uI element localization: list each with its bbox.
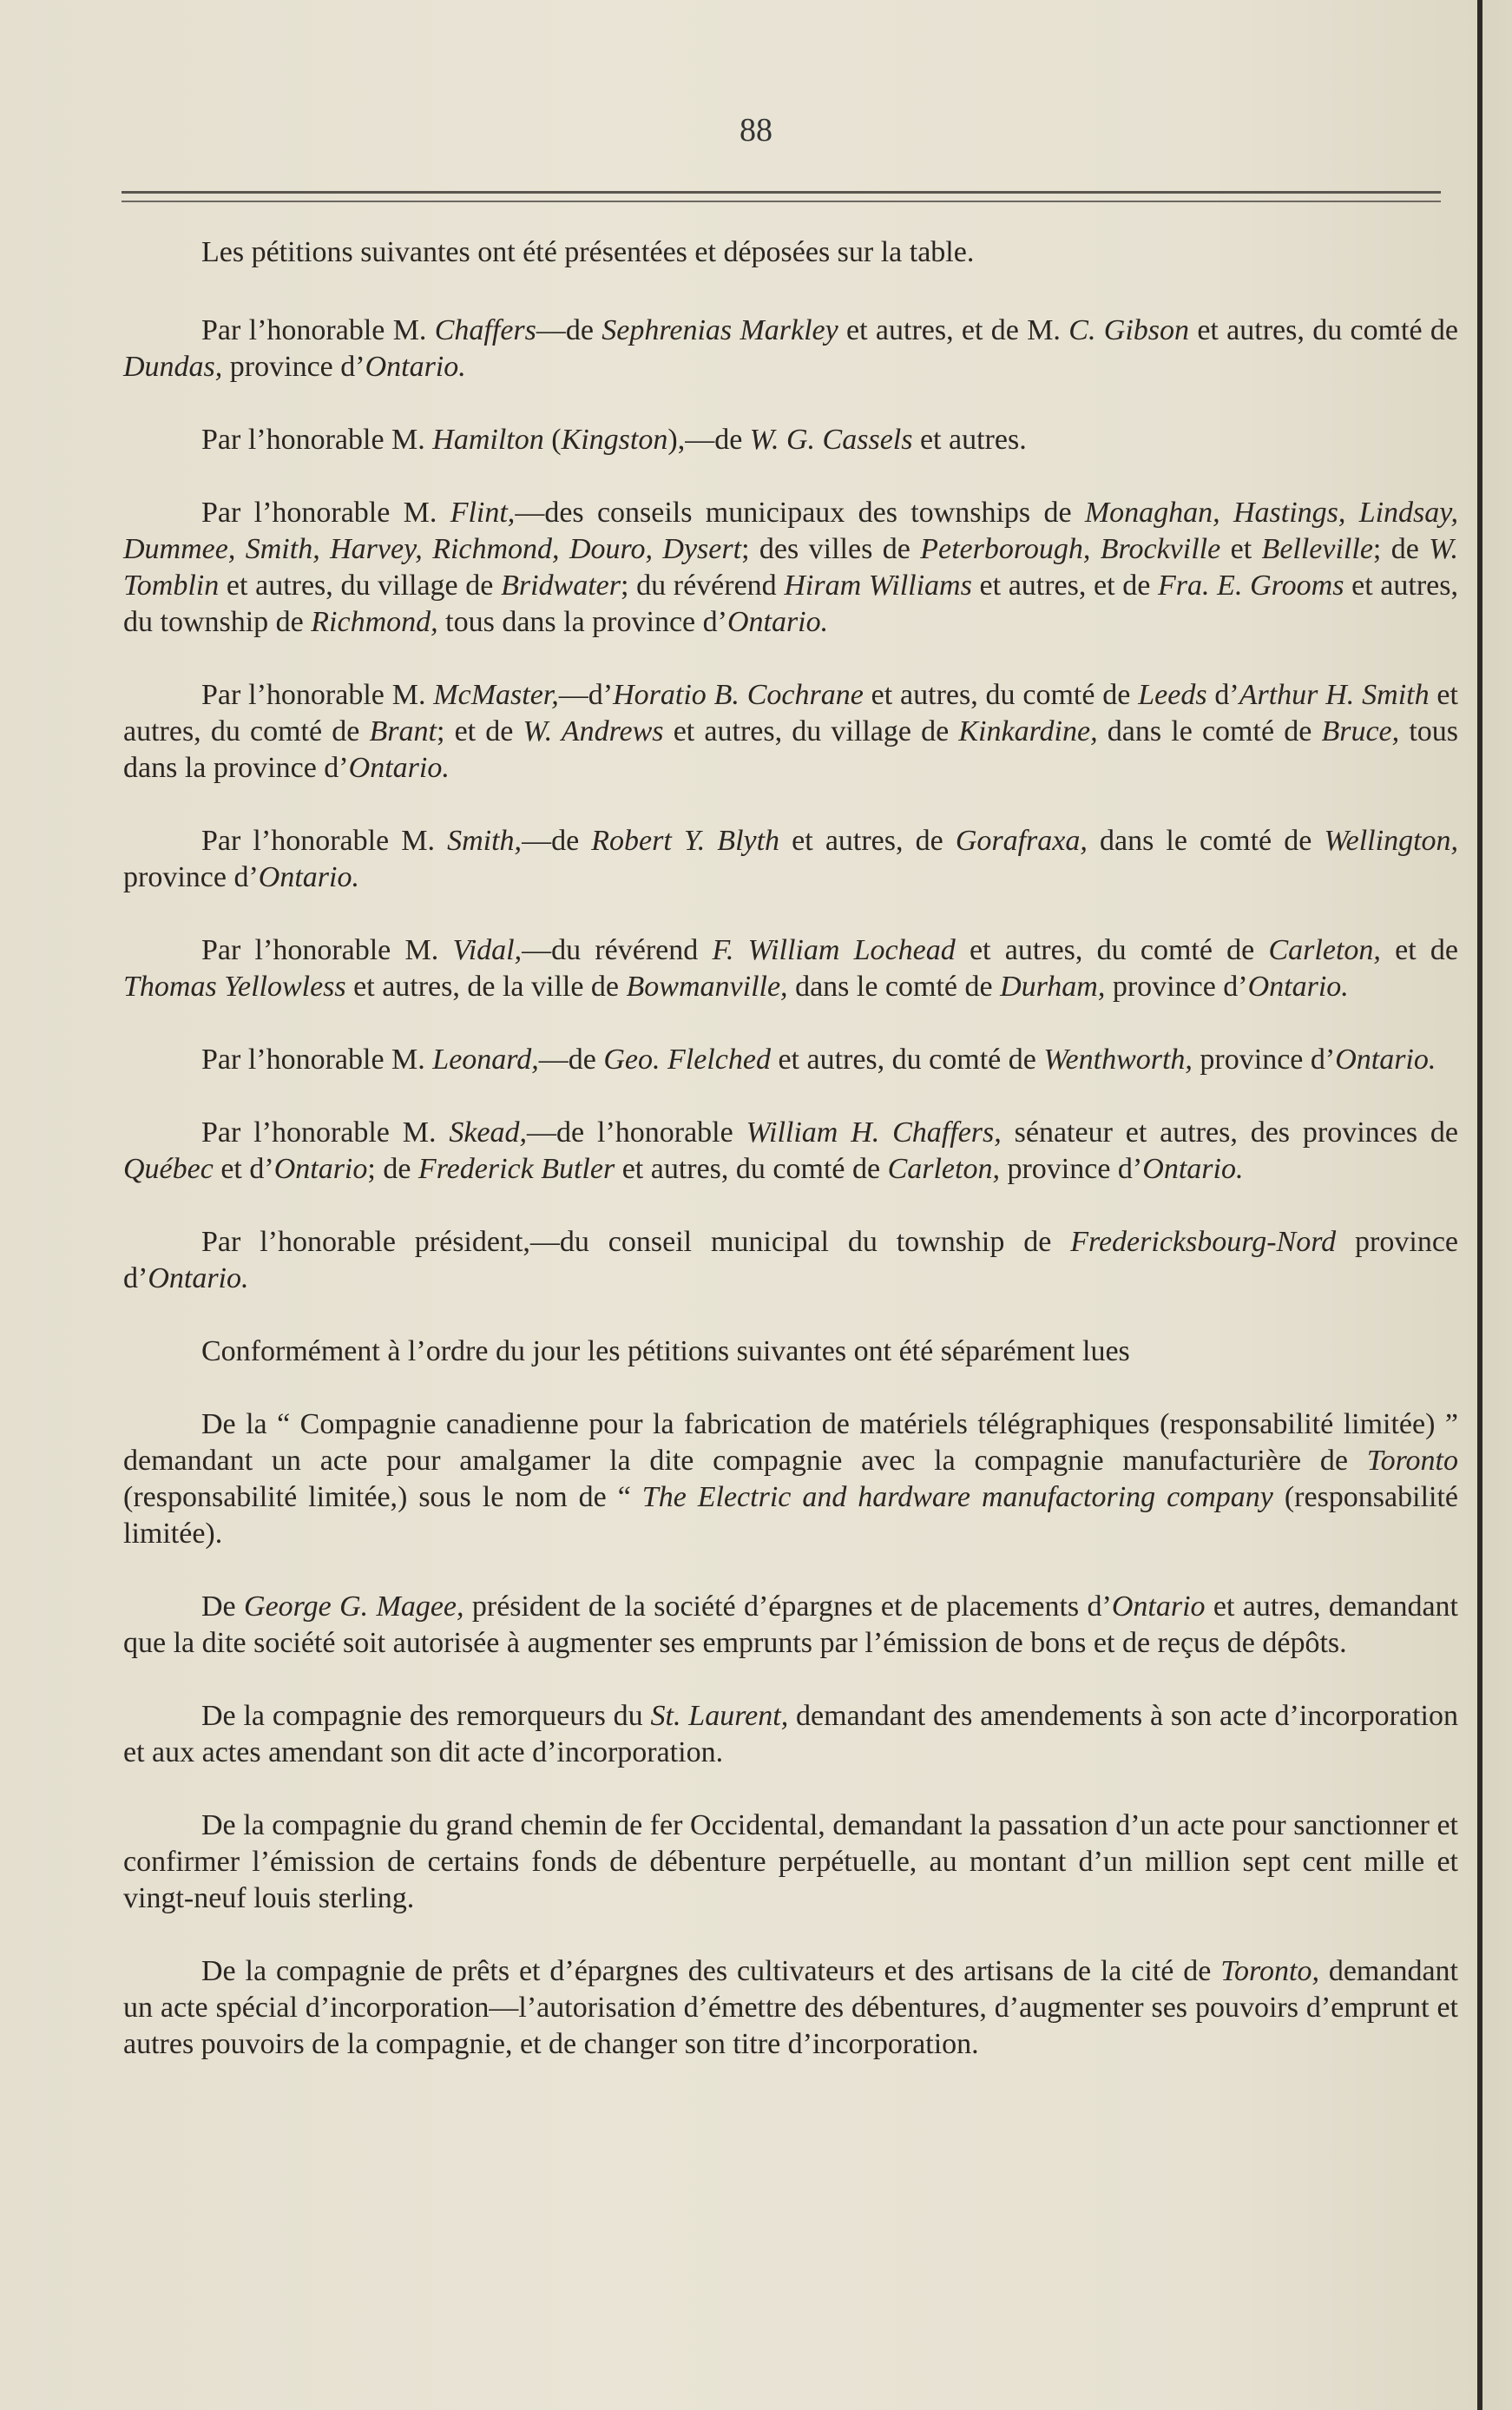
paragraph [123,1589,1458,1662]
italic-text: Sephrenias Markley [602,314,838,346]
text-run: Par l’honorable M. [201,497,450,529]
text-run: —d’ [558,679,614,711]
text-run: ; du révérend [620,570,785,602]
text-run: et autres, demandant que la dite société soit autorisée à augmenter ses emprunts par l’émission de bons et de reçus de dépôts. [123,1590,1458,1659]
italic-text: Flint, [450,497,516,529]
paragraph [123,234,1458,271]
text-run: et autres, du comté de [770,1044,1044,1076]
text-run: province d’ [222,351,365,383]
document-body [123,234,1458,2099]
italic-text: Monaghan, Hastings, Lindsay, Dummee, Smith, Harvey, Richmond, Douro, Dysert [123,497,1459,565]
paragraph [123,677,1458,787]
italic-text: Québec [123,1153,214,1185]
italic-text: Ontario. [258,861,359,893]
italic-text: Peterborough, Brockville [920,533,1221,565]
italic-text: Robert Y. Blyth [591,825,780,857]
italic-text: W. Andrews [523,715,664,747]
header-rule-top [122,191,1441,194]
italic-text: Carleton, [1268,934,1381,966]
italic-text: William H. Chaffers, [746,1116,1002,1149]
text-run: —de [538,1044,604,1076]
text-run: dans le comté de [1087,825,1325,857]
italic-text: Toronto, [1220,1955,1319,1987]
paragraph [123,1406,1458,1552]
paragraph [123,422,1458,458]
text-run: et autres, du village de [663,715,959,747]
italic-text: Smith, [447,825,523,857]
italic-text: Carleton, [887,1153,1000,1185]
paragraph [123,495,1458,641]
text-run: tous dans la province d’ [123,715,1458,784]
text-run: d’ [1206,679,1239,711]
text-run: —de [536,314,602,346]
italic-text: Ontario. [148,1262,249,1294]
text-run: (responsabilité limitée,) sous le nom de “ [123,1481,642,1513]
text-run: ; des villes de [741,533,921,565]
header-rules [122,191,1441,209]
text-run: Par l’honorable M. [201,314,435,346]
italic-text: Ontario. [1142,1153,1244,1185]
text-run: et autres, du comté de [123,679,1458,747]
text-run: ; de [1372,533,1430,565]
italic-text: Bridwater [501,570,621,602]
binding-edge [1477,0,1512,2410]
text-run: De la compagnie du grand chemin de fer Occidental, demandant la passation d’un acte pour sanctionner et confirmer l’émission de certains fonds de débenture perpétuelle, au montant d’un million sept cent mille et vingt-neuf louis sterling. [123,1809,1458,1914]
paragraph [123,823,1458,896]
italic-text: Horatio B. Cochrane [613,679,864,711]
text-run: et autres. [912,424,1027,456]
italic-text: Hamilton [432,424,544,456]
italic-text: George G. Magee, [244,1590,464,1623]
text-run: province d’ [123,861,259,893]
text-run: ),—de [667,424,750,456]
italic-text: Chaffers [434,314,536,346]
paragraph [123,1808,1458,1917]
italic-text: Ontario. [365,351,466,383]
italic-text: Bruce, [1321,715,1400,747]
text-run: ; et de [436,715,523,747]
italic-text: Leonard, [432,1044,539,1076]
italic-text: Brant [369,715,437,747]
text-run: et autres, du comté de [863,679,1139,711]
text-run: sénateur et autres, des provinces de [1001,1116,1459,1149]
italic-text: Ontario [273,1153,368,1185]
text-run: Par l’honorable M. [201,825,448,857]
italic-text: Ontario. [726,606,829,638]
text-run: ; de [367,1153,418,1185]
text-run: ( [543,424,562,456]
text-run: dans le comté de [1097,715,1322,747]
text-run: et de [1380,934,1458,966]
text-run: et [1220,533,1262,565]
text-run: province d’ [1105,971,1248,1003]
text-run: et d’ [213,1153,274,1185]
italic-text: McMaster, [433,679,559,711]
text-run: Conformément à l’ordre du jour les pétitions suivantes ont été séparément lues [201,1335,1130,1367]
italic-text: Ontario. [1247,971,1349,1003]
paragraph [123,1224,1458,1297]
text-run: Par l’honorable M. [201,679,434,711]
italic-text: C. Gibson [1068,314,1189,346]
italic-text: Skead, [449,1116,528,1149]
text-run: demandant des amendements à son acte d’incorporation et aux actes amendant son dit acte d’incorporation. [123,1700,1458,1768]
text-run: province d’ [1192,1044,1336,1076]
paragraph [123,1042,1458,1078]
text-run: dans le comté de [787,971,1001,1003]
text-run: Les pétitions suivantes ont été présentées et déposées sur la table. [201,236,975,268]
italic-text: F. William Lochead [712,934,956,966]
text-run: (responsabilité limitée). [123,1481,1459,1550]
italic-text: St. Laurent, [650,1700,789,1732]
italic-text: Wellington, [1324,825,1459,857]
header-rule-bottom [122,201,1441,202]
paragraph [123,1953,1458,2063]
text-run: province d’ [123,1226,1458,1294]
italic-text: Belleville [1261,533,1373,565]
text-run: et autres, du township de [123,570,1458,638]
italic-text: Bowmanville, [626,971,788,1003]
italic-text: Arthur H. Smith [1239,679,1430,711]
paragraph [123,1115,1458,1188]
text-run: —des conseils municipaux des townships de [515,497,1085,529]
italic-text: Gorafraxa, [955,825,1088,857]
text-run: tous dans la province d’ [437,606,727,638]
paragraph [123,313,1458,385]
text-run: Par l’honorable M. [201,1044,433,1076]
italic-text: Ontario [1111,1590,1206,1623]
text-run: président de la société d’épargnes et de placements d’ [463,1590,1112,1623]
text-run: —du révérend [522,934,713,966]
text-run: Par l’honorable M. [201,934,453,966]
text-run: De la compagnie de prêts et d’épargnes des cultivateurs et des artisans de la cité de [201,1955,1221,1987]
text-run: Par l’honorable M. [201,1116,450,1149]
italic-text: Toronto [1366,1445,1458,1477]
italic-text: Thomas Yellowless [123,971,346,1003]
text-run: et autres, de [779,825,956,857]
italic-text: Ontario. [348,752,450,784]
text-run: et autres, du comté de [1189,314,1459,346]
italic-text: W. Tomblin [123,533,1458,602]
italic-text: Richmond, [311,606,438,638]
italic-text: Geo. Flelched [603,1044,771,1076]
italic-text: Durham, [1000,971,1106,1003]
italic-text: Leeds [1138,679,1207,711]
text-run: Par l’honorable M. [201,424,433,456]
paragraph [123,1333,1458,1370]
paragraph [123,1698,1458,1771]
italic-text: The Electric and hardware manufactoring company [641,1481,1273,1513]
paragraph [123,932,1458,1005]
italic-text: Wenthworth, [1043,1044,1193,1076]
text-run: —de [522,825,592,857]
text-run: Par l’honorable président,—du conseil municipal du township de [201,1226,1071,1258]
text-run: De [201,1590,245,1623]
italic-text: Fra. E. Grooms [1158,570,1344,602]
italic-text: Hiram Williams [784,570,972,602]
italic-text: W. G. Cassels [749,424,913,456]
italic-text: Kinkardine, [958,715,1098,747]
text-run: et autres, du village de [219,570,502,602]
text-run: province d’ [999,1153,1143,1185]
text-run: et autres, et de M. [838,314,1069,346]
page-number: 88 [740,112,772,148]
text-run: et autres, de la ville de [345,971,627,1003]
text-run: De la “ Compagnie canadienne pour la fabrication de matériels télégraphiques (responsabilité limitée) ” demandant un acte pour amalgamer la dite compagnie avec la compagnie manufacturière de [123,1408,1458,1477]
text-run: et autres, et de [971,570,1159,602]
italic-text: Vidal, [452,934,523,966]
italic-text: Fredericksbourg-Nord [1070,1226,1337,1258]
italic-text: Dundas, [123,351,223,383]
text-run: et autres, du comté de [955,934,1269,966]
italic-text: Ontario. [1335,1044,1436,1076]
italic-text: Frederick Butler [417,1153,615,1185]
text-run: et autres, du comté de [615,1153,888,1185]
text-run: demandant un acte spécial d’incorporation—l’autorisation d’émettre des débentures, d’augmenter ses pouvoirs d’emprunt et autres pouvoirs de la compagnie, et de changer son titre d’incorporation. [123,1955,1459,2060]
text-run: De la compagnie des remorqueurs du [201,1700,651,1732]
italic-text: Kingston [561,424,668,456]
text-run: —de l’honorable [527,1116,746,1149]
